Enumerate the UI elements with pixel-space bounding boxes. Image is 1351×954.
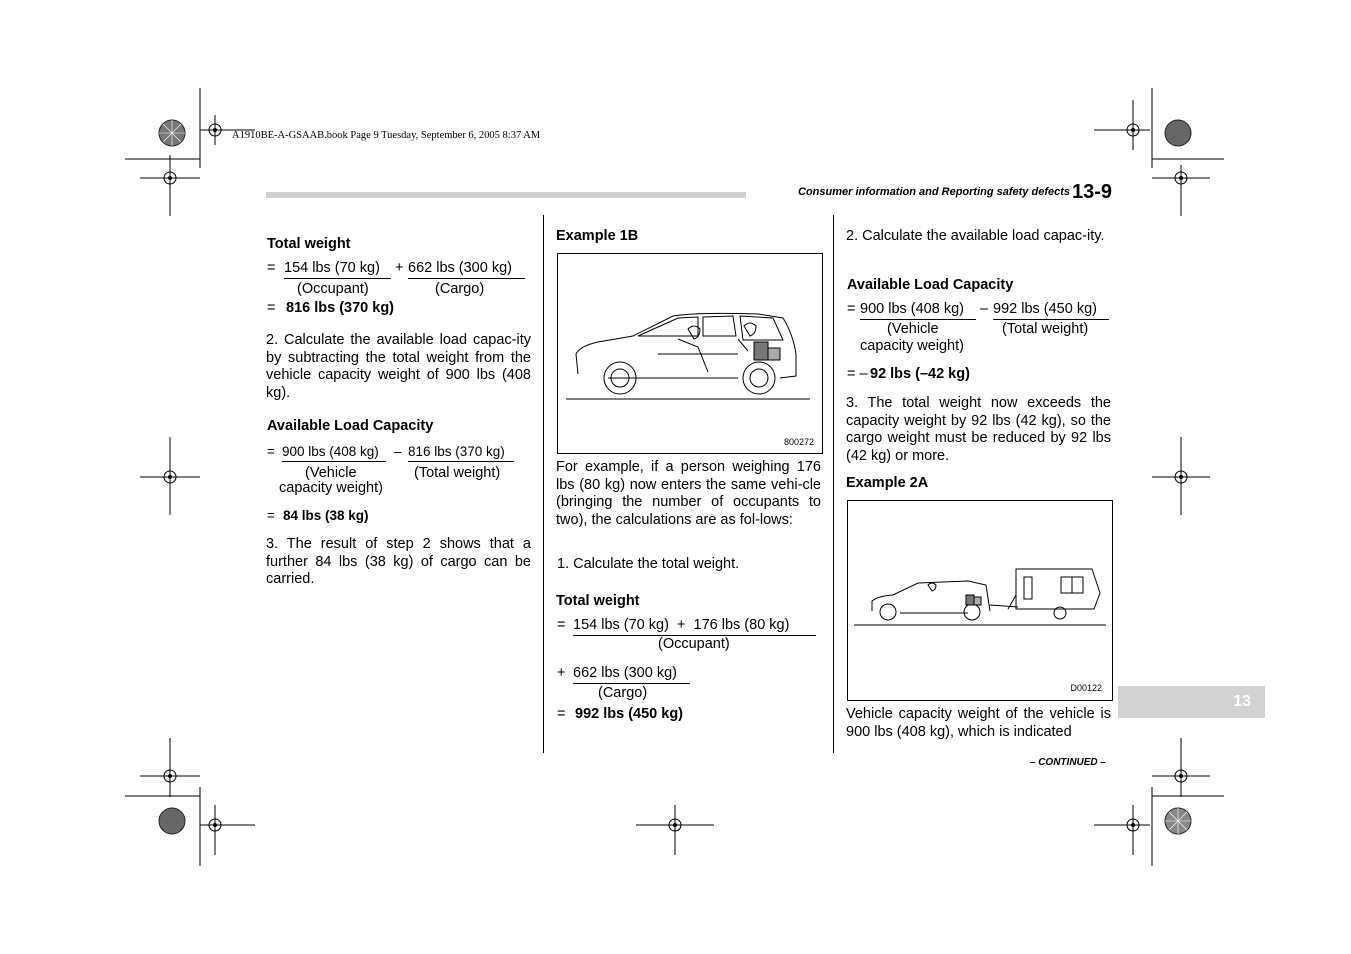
trailer-illustration — [848, 501, 1112, 700]
equation-sign: = — [267, 444, 275, 459]
figure-code: D00122 — [1070, 683, 1102, 693]
equation-term-a: 154 lbs (70 kg) — [573, 617, 669, 633]
equation-result: 92 lbs (–42 kg) — [870, 366, 970, 382]
chapter-tab-label: 13 — [1233, 693, 1251, 710]
step-text: 3. The result of step 2 shows that a further 84 lbs (38 kg) of cargo can be carried. — [266, 536, 531, 587]
section-heading: Available Load Capacity — [847, 277, 1014, 293]
step-text: 3. The total weight now exceeds the capacity weight by 92 lbs (42 kg), so the cargo weight must be reduced by 92 lbs (42 kg) or more. — [846, 395, 1111, 464]
file-info-line: A1910BE-A-GSAAB.book Page 9 Tuesday, September 6, 2005 8:37 AM — [232, 130, 541, 141]
equation-term: 662 lbs (300 kg) — [408, 260, 525, 279]
equation-label: capacity weight) — [279, 480, 383, 496]
step-text: 2. Calculate the available load capac-ity by subtracting the total weight from the vehicle capacity weight of 900 lbs (408 kg). — [266, 332, 531, 401]
section-heading: Available Load Capacity — [267, 418, 434, 434]
figure-code: 800272 — [783, 437, 814, 447]
paragraph: For example, if a person weighing 176 lbs (80 kg) now enters the same vehi-cle (bringing the number of occupants to two), the calculations are as fol-lows: — [556, 459, 821, 528]
column-divider — [833, 215, 834, 753]
equation-label: (Total weight) — [1002, 321, 1089, 337]
section-heading: Total weight — [556, 593, 640, 609]
equation-result: 992 lbs (450 kg) — [575, 706, 683, 722]
car-illustration — [558, 254, 822, 453]
equation-label: capacity weight) — [860, 338, 964, 354]
equation-operator: + — [395, 260, 404, 276]
equation-sign: + — [557, 665, 566, 681]
equation-sign: = — [557, 617, 566, 633]
continued-marker: – CONTINUED – — [1029, 757, 1106, 768]
step-text: 2. Calculate the available load capac-ity. — [846, 228, 1105, 244]
header-title: Consumer information and Reporting safety defects — [798, 186, 1070, 198]
equation-sign: = — [847, 301, 856, 317]
equation-sign: = — [267, 300, 276, 316]
equation-result: 84 lbs (38 kg) — [283, 508, 369, 523]
equation-term: 992 lbs (450 kg) — [993, 301, 1109, 320]
equation-term-b: 176 lbs (80 kg) — [693, 617, 790, 633]
equation-operator: – — [394, 444, 402, 459]
chapter-tab — [1118, 686, 1265, 718]
paragraph: Vehicle capacity weight of the vehicle is 900 lbs (408 kg), which is indicated — [846, 706, 1111, 740]
equation-sign: = — [557, 706, 566, 722]
step-text: 1. Calculate the total weight. — [557, 556, 740, 572]
equation-sign: = – — [847, 366, 868, 382]
equation-term: 816 lbs (370 kg) — [408, 443, 514, 462]
page-number: 13-9 — [1072, 181, 1113, 203]
equation-label: (Vehicle — [305, 465, 357, 481]
equation-term: 154 lbs (70 kg) — [284, 260, 391, 279]
equation-label: (Cargo) — [435, 281, 485, 297]
equation-operator: + — [676, 617, 686, 633]
section-heading: Total weight — [267, 236, 351, 252]
equation-term: 900 lbs (408 kg) — [860, 301, 976, 320]
equation-operator: – — [980, 301, 989, 317]
equation-term: 900 lbs (408 kg) — [282, 443, 386, 462]
equation-term — [573, 617, 816, 636]
example-heading: Example 1B — [556, 228, 639, 244]
figure-car-with-trailer — [847, 500, 1113, 701]
example-heading: Example 2A — [846, 475, 929, 491]
equation-term: 662 lbs (300 kg) — [573, 665, 690, 684]
column-divider — [543, 215, 544, 753]
equation-label: (Occupant) — [658, 636, 730, 652]
figure-car-two-occupants — [557, 253, 823, 454]
equation-label: (Total weight) — [414, 465, 501, 481]
equation-sign: = — [267, 508, 275, 523]
equation-result: 816 lbs (370 kg) — [286, 300, 394, 316]
equation-sign: = — [267, 260, 276, 276]
equation-label: (Cargo) — [598, 685, 648, 701]
equation-label: (Vehicle — [887, 321, 939, 337]
equation-label: (Occupant) — [297, 281, 369, 297]
